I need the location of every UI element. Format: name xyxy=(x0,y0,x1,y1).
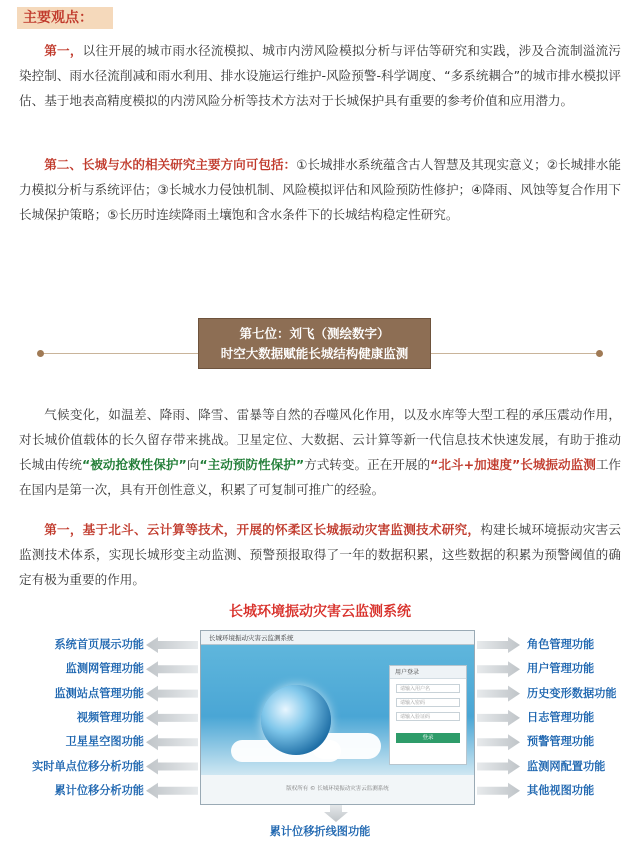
left-arrow xyxy=(146,710,198,726)
login-button: 登录 xyxy=(396,733,460,743)
paragraph-2-lead: 第二、长城与水的相关研究主要方向可包括： xyxy=(44,157,297,172)
banner-line-1: 第七位：刘飞（测绘数字） xyxy=(239,326,390,341)
left-arrow xyxy=(146,686,198,702)
bottom-arrow xyxy=(324,804,348,822)
paragraph-3-text-b: 向 xyxy=(186,457,200,472)
screen-footer: 版权所有 © 长城环境振动灾害云监测系统 xyxy=(201,775,474,805)
left-function-label: 监测站点管理功能 xyxy=(54,686,144,700)
left-function-label: 实时单点位移分析功能 xyxy=(32,759,144,773)
captcha-field: 请输入验证码 xyxy=(396,712,460,721)
system-screenshot xyxy=(200,630,475,805)
left-arrow xyxy=(146,759,198,775)
paragraph-3-text-c: 方式转变。正在开展的 xyxy=(304,457,431,472)
paragraph-4-text: 构建长城环境振动灾害云监测技术体系，实现长城形变主动监测、预警预报取得了一年的数据积累，这些数据的积累为预警阈值的确定有极为重要的作用。 xyxy=(19,522,622,587)
right-arrow xyxy=(477,661,520,677)
right-function-label: 其他视图功能 xyxy=(527,783,595,797)
left-arrow xyxy=(146,734,198,750)
active-protection-highlight: “主动预防性保护” xyxy=(199,457,305,472)
login-title: 用户登录 xyxy=(390,666,466,679)
right-function-label: 用户管理功能 xyxy=(527,662,595,676)
left-arrow-group xyxy=(146,637,198,799)
paragraph-2-text: ①长城排水系统蕴含古人智慧及其现实意义；②长城排水能力模拟分析与系统评估；③长城水力侵蚀机制、风险模拟评估和风险预防性修护；④降雨、风蚀等复合作用下长城保护策略；⑤长历时连续降雨土壤饱和含水条件下的长城结构稳定性研究。 xyxy=(19,157,621,222)
left-function-label: 视频管理功能 xyxy=(76,710,144,724)
main-points-heading: 主要观点： xyxy=(17,7,113,29)
right-arrow xyxy=(477,734,520,750)
bottom-function-label: 累计位移折线图功能 xyxy=(269,825,371,838)
right-arrow xyxy=(477,759,520,775)
left-function-label: 系统首页展示功能 xyxy=(54,638,144,651)
paragraph-1-text: 以往开展的城市雨水径流模拟、城市内涝风险模拟分析与评估等研究和实践，涉及合流制溢流污染控制、雨水径流削减和雨水利用、排水设施运行维护-风险预警-科学调度、“多系统耦合”的城市排水模拟评估、基于地表高精度模拟的内涝风险分析等技术方法对于长城保护具有重要的参考价值和应用潜力。 xyxy=(19,43,622,108)
right-arrow-group xyxy=(477,637,520,799)
right-arrow xyxy=(477,783,520,799)
right-function-label: 预警管理功能 xyxy=(527,735,595,749)
password-field: 请输入密码 xyxy=(396,698,460,707)
left-arrow xyxy=(146,783,198,799)
right-function-label: 日志管理功能 xyxy=(527,710,595,724)
screen-title-bar: 长城环境振动灾害云监测系统 xyxy=(201,631,474,645)
paragraph-3-text-a: 气候变化，如温差、降雨、降雪、雷暴等自然的吞噬风化作用，以及水库等大型工程的承压震动作用，对长城价值载体的长久留存带来挑战。卫星定位、大数据、云计算等新一代信息技术快速发展，有助于推动长城由传统 xyxy=(19,407,621,472)
beidou-monitoring-highlight: “北斗+加速度”长城振动监测 xyxy=(430,457,596,472)
login-panel xyxy=(389,665,467,765)
diagram-title: 长城环境振动灾害云监测系统 xyxy=(229,604,411,620)
username-field: 请输入用户名 xyxy=(396,684,460,693)
banner-line-2: 时空大数据赋能长城结构健康监测 xyxy=(220,346,409,361)
paragraph-3-text-d: 工作在国内是第一次，具有开创性意义，积累了可复制可推广的经验。 xyxy=(19,457,622,497)
right-arrow xyxy=(477,686,520,702)
left-arrow xyxy=(146,637,198,653)
right-function-label: 角色管理功能 xyxy=(527,638,595,651)
left-function-label: 监测网管理功能 xyxy=(65,662,144,676)
right-arrow xyxy=(477,710,520,726)
globe-icon xyxy=(261,685,331,755)
left-function-label: 累计位移分析功能 xyxy=(54,783,144,797)
right-function-label: 监测网配置功能 xyxy=(527,759,606,773)
paragraph-4-lead: 第一，基于北斗、云计算等技术，开展的怀柔区长城振动灾害监测技术研究， xyxy=(44,522,481,537)
right-arrow xyxy=(477,637,520,653)
left-function-label: 卫星星空图功能 xyxy=(65,735,144,749)
paragraph-1-lead: 第一， xyxy=(44,43,83,58)
passive-protection-highlight: “被动抢救性保护” xyxy=(82,457,187,472)
left-arrow xyxy=(146,661,198,677)
right-function-label: 历史变形数据功能 xyxy=(527,686,617,700)
screen-body xyxy=(201,645,474,775)
